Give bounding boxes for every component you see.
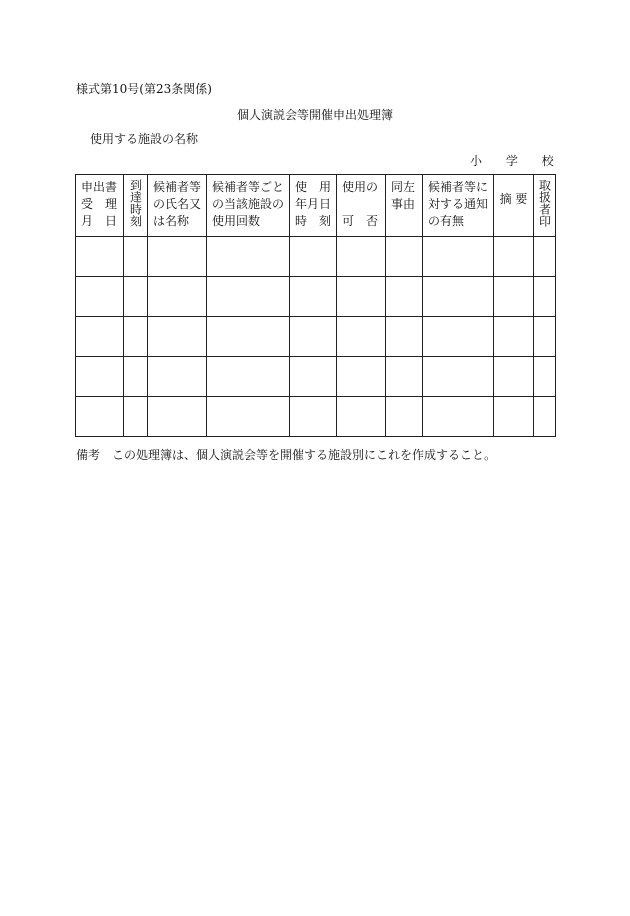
header-label: 候補者等ごと の当該施設の 使用回数 [212,180,285,228]
table-cell [386,397,423,437]
header-label: 候補者等 の氏名又 は名称 [153,180,202,228]
table-cell [290,317,337,357]
table-cell [534,277,556,317]
table-cell [423,237,494,277]
header-label: 摘 要 [499,192,528,206]
table-cell [494,237,534,277]
school-label-char: 小 [470,154,483,168]
table-cell [494,397,534,437]
header-label: 使 用 年月日 時 刻 [295,180,332,228]
table-row [76,237,556,277]
table-cell [534,357,556,397]
school-label-char: 学 [505,154,518,168]
table-cell [423,317,494,357]
table-cell [290,277,337,317]
table-row [76,317,556,357]
header-approval [337,175,386,237]
facility-name-label: 使用する施設の名称 [90,132,199,146]
table-cell [494,277,534,317]
header-usage-datetime [290,175,337,237]
school-label [470,152,554,169]
table-cell [423,357,494,397]
table-cell [337,317,386,357]
table-header-row [76,175,556,237]
table-cell [207,277,290,317]
table-cell [76,357,124,397]
table-cell [124,357,148,397]
header-label: 取扱者印 [537,179,552,227]
table-cell [124,277,148,317]
table-cell [124,237,148,277]
header-label: 申出書 受 理 月 日 [81,180,118,228]
table-cell [124,317,148,357]
header-label: 候補者等に 対する通知 の有無 [428,180,489,228]
table-cell [76,277,124,317]
table-row [76,397,556,437]
processing-register-table [75,174,556,437]
remark-note: 備考 この処理簿は、個人演説会等を開催する施設別にこれを作成すること。 [76,448,497,462]
table-row [76,357,556,397]
table-cell [76,237,124,277]
table-cell [386,237,423,277]
table-cell [207,397,290,437]
table-cell [386,357,423,397]
header-label: 使用の 可 否 [342,180,379,228]
table-cell [76,397,124,437]
table-cell [148,357,207,397]
header-label: 到達時刻 [128,179,143,227]
header-usage-count [207,175,290,237]
table-cell [337,397,386,437]
table-cell [534,317,556,357]
table-cell [207,317,290,357]
table-cell [386,277,423,317]
table-cell [124,397,148,437]
table-cell [290,237,337,277]
table-cell [148,317,207,357]
table-cell [494,317,534,357]
table-cell [148,277,207,317]
table-cell [207,357,290,397]
table-cell [423,277,494,317]
header-arrival-time [124,175,148,237]
form-number: 様式第10号(第23条関係) [76,82,212,96]
table-cell [148,397,207,437]
header-label: 同左 事由 [391,180,416,211]
table-cell [494,357,534,397]
table-cell [148,237,207,277]
table-cell [290,397,337,437]
table-cell [76,317,124,357]
table-cell [534,237,556,277]
header-remarks [494,175,534,237]
header-reason [386,175,423,237]
header-receipt-date [76,175,124,237]
table-cell [534,397,556,437]
header-notification [423,175,494,237]
table-cell [337,237,386,277]
table-row [76,277,556,317]
school-label-char: 校 [541,154,554,168]
table-cell [290,357,337,397]
table-cell [337,277,386,317]
table-cell [423,397,494,437]
document-title: 個人演説会等開催申出処理簿 [236,108,393,122]
header-handler-seal [534,175,556,237]
table-cell [386,317,423,357]
table-cell [337,357,386,397]
table-cell [207,237,290,277]
header-candidate-name [148,175,207,237]
